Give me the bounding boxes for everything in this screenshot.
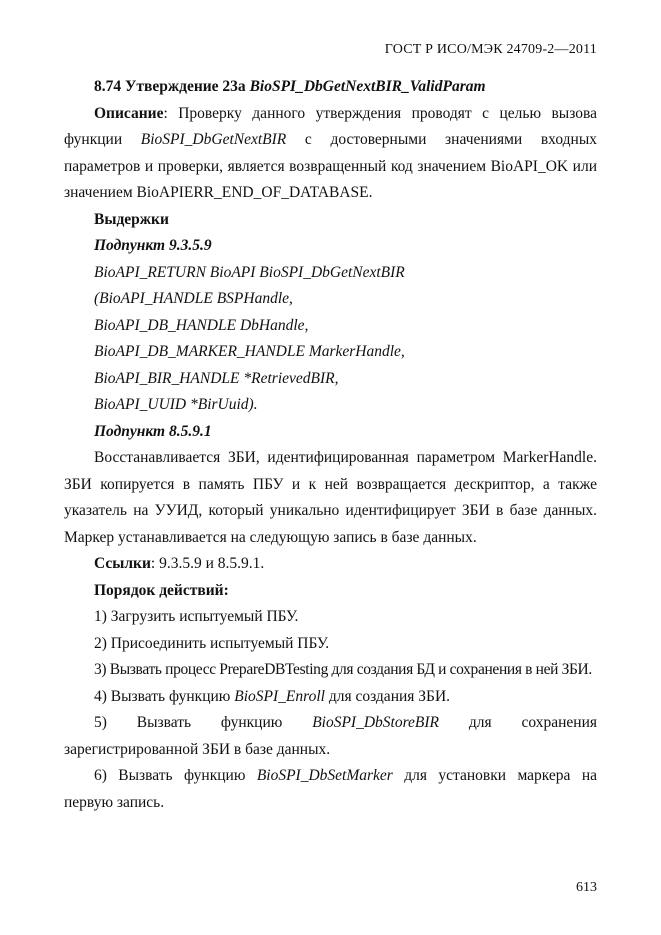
references-value: : 9.3.5.9 и 8.5.9.1. [150, 555, 265, 572]
step-5-text-b: для сохранения зарегистрированной ЗБИ в базе данных. [64, 714, 597, 758]
step-6-text-b: для установки маркера на первую запись. [64, 767, 597, 811]
step-5-function: BioSPI_DbStoreBIR [312, 714, 440, 731]
references-label: Ссылки [94, 555, 151, 572]
page-number: 613 [576, 880, 597, 895]
description-text-1: : Проверку данного утверждения проводят с целью вызова функции [64, 104, 597, 148]
description-text-2: с достоверными значениями входных параметров и проверки, является возвращенный код значением BioAPI_OK или значением BioAPIERR_END_OF_DATABASE. [64, 131, 597, 201]
step-4-function: BioSPI_Enroll [234, 687, 325, 705]
code-line: BioAPI_RETURN BioAPI BioSPI_DbGetNextBIR [94, 263, 405, 281]
code-line: BioAPI_DB_HANDLE DbHandle, [94, 316, 309, 334]
extracts-subclause-1: Подпункт 9.3.5.9 [94, 237, 212, 254]
section-number-title: 8.74 Утверждение 23а [94, 78, 250, 95]
procedure-heading: Порядок действий: [94, 581, 229, 599]
extracts-paragraph: Восстанавливается ЗБИ, идентифицированная параметром MarkerHandle. ЗБИ копируется в память ПБУ и к ней возвращается дескриптор, а также указатель на УУИД, который уникально идентифицирует ЗБИ в базе данных. Маркер устанавливается на следующую запись в базе данных. [64, 449, 597, 546]
procedure-step-3: 3) Вызвать процесс PrepareDBTesting для создания БД и сохранения в ней ЗБИ. [94, 661, 592, 678]
code-line: BioAPI_UUID *BirUuid). [94, 396, 258, 413]
extracts-subclause-2: Подпункт 8.5.9.1 [94, 422, 212, 440]
procedure-step-2: 2) Присоединить испытуемый ПБУ. [94, 634, 330, 652]
description-function: BioSPI_DbGetNextBIR [140, 131, 287, 148]
description-label: Описание [94, 104, 164, 122]
code-line: BioAPI_BIR_HANDLE *RetrievedBIR, [94, 369, 339, 387]
procedure-step-5 [64, 710, 597, 763]
section-title-italic: BioSPI_DbGetNextBIR_ValidParam [249, 78, 486, 95]
section-title [64, 74, 597, 101]
step-6-text-a: 6) Вызвать функцию [94, 767, 257, 784]
step-5-text-a: 5) Вызвать функцию [94, 714, 313, 731]
step-6-function: BioSPI_DbSetMarker [256, 767, 393, 784]
procedure-step-4 [64, 684, 597, 711]
code-line: (BioAPI_HANDLE BSPHandle, [94, 290, 293, 307]
extracts-heading: Выдержки [94, 210, 169, 228]
step-4-text-a: 4) Вызвать функцию [94, 687, 235, 705]
step-4-text-b: для создания ЗБИ. [324, 687, 451, 705]
standard-header: ГОСТ Р ИСО/МЭК 24709-2—2011 [384, 42, 597, 57]
procedure-step-1: 1) Загрузить испытуемый ПБУ. [94, 608, 299, 625]
page-content [64, 74, 597, 816]
procedure-step-6 [64, 763, 597, 816]
references-line [64, 551, 597, 578]
code-line: BioAPI_DB_MARKER_HANDLE MarkerHandle, [94, 343, 405, 360]
description-paragraph [64, 101, 597, 207]
